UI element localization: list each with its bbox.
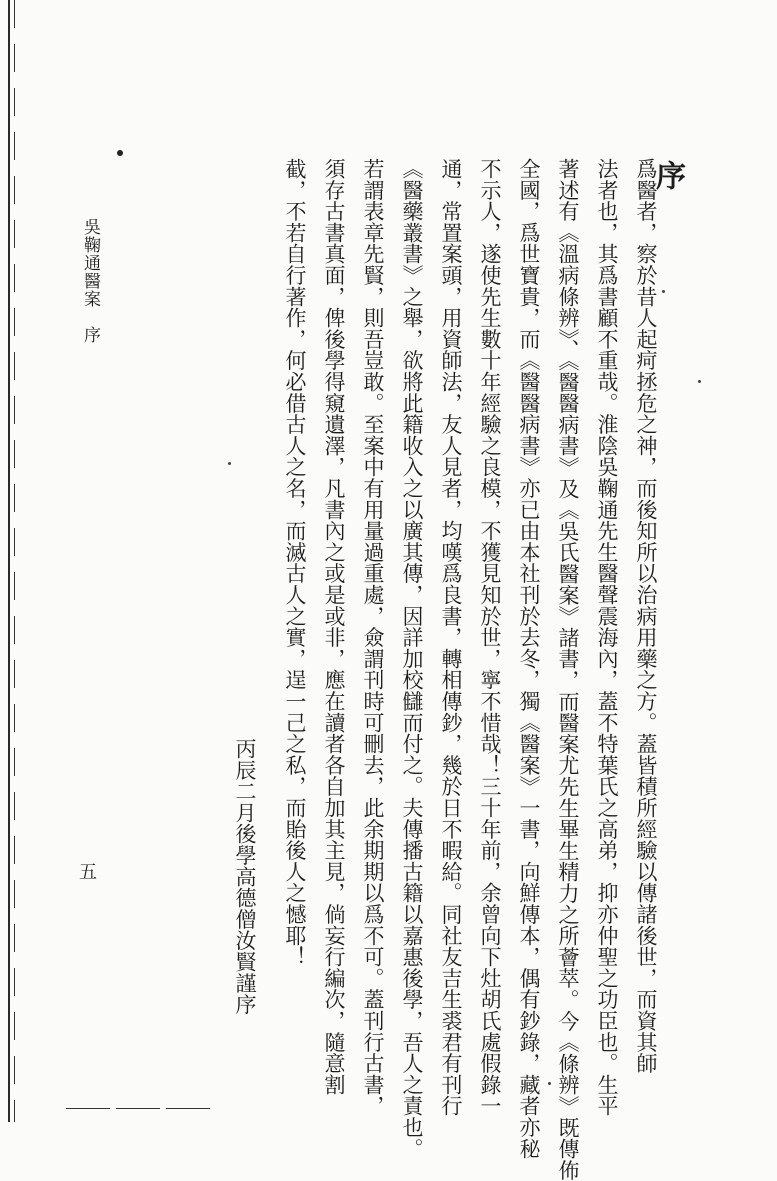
signature-dateline: 丙辰二月後學高德僧汝賢謹序: [233, 738, 257, 1015]
page-number: 五: [79, 862, 97, 883]
body-column: 《醫藥叢書》之舉，欲將此籍收入之以廣其傳，因詳加校讎而付之。夫傳播古籍以嘉惠後學，吾人之責也。: [400, 158, 424, 1160]
ink-speck: [228, 462, 231, 465]
body-column: 爲醫者，察於昔人起疴拯危之神，而後知所以治病用藥之方。蓋皆積所經驗以傳諸後世，而資其師: [634, 158, 658, 1074]
body-column: 全國，爲世寶貴，而《醫醫病書》亦已由本社刊於去冬，獨《醫案》一書，向鮮傳本，偶有鈔錄，藏者亦秘: [517, 158, 541, 1160]
ink-speck: [548, 1082, 551, 1085]
running-head-book: 吳鞠通醫案: [80, 218, 100, 308]
body-column: 若謂表章先賢，則吾豈敢。至案中有用量過重處，僉謂刊時可刪去，此余期期以爲不可。蓋刊行古書，: [361, 158, 385, 1117]
preface-body: [269, 158, 659, 1181]
body-column: 法者也，其爲書顧不重哉。淮陰吳鞠通先生醫聲震海內，蓋不特葉氏之高弟，抑亦仲聖之功臣也。生平: [595, 158, 619, 1117]
binding-edge: [8, 0, 10, 1122]
body-column: 不示人，遂使先生數十年經驗之良模，不獲見知於世，寧不惜哉！三十年前，余曾向下灶胡氏處假錄一: [478, 158, 502, 1117]
running-head-section: 序: [80, 326, 100, 344]
ink-speck: [662, 290, 665, 293]
binding-edge-dashes: [14, 0, 15, 1122]
body-column: 截，不若自行著作，何必借古人之名，而滅古人之實，逞一己之私，而貽後人之憾耶！: [283, 158, 307, 968]
bottom-rule: [66, 1108, 216, 1109]
ink-speck: [698, 380, 701, 383]
body-column: 須存古書真面，俾後學得窺遺澤，凡書內之或是或非，應在讀者各自加其主見，倘妄行編次，隨意割: [322, 158, 346, 1096]
running-head: [78, 218, 103, 344]
body-column: 通，常置案頭，用資師法，友人見者，均嘆爲良書，轉相傳鈔，幾於日不暇給。同社友吉生裘君有刊行: [439, 158, 463, 1117]
body-column: 著述有《溫病條辨》、《醫醫病書》及《吳氏醫案》諸書，而醫案尤先生畢生精力之所薈萃。今《條辨》既傳佈: [556, 158, 580, 1181]
preface-title: 序: [650, 160, 685, 190]
paragraph-mark: [117, 150, 123, 156]
